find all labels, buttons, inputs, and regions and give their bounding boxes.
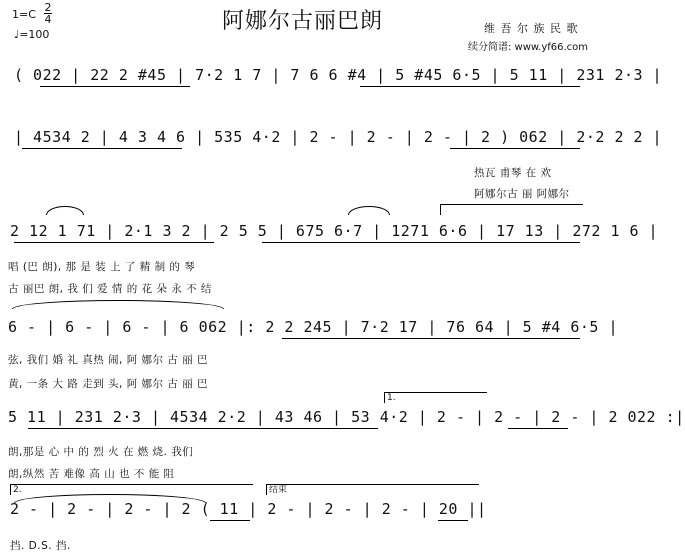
- underline: [282, 338, 580, 339]
- underline: [40, 86, 190, 87]
- volta-2: 2.: [10, 484, 253, 495]
- lyric-verse-1: 唱 (巴 朗), 那 是 装 上 了 精 制 的 琴: [8, 261, 196, 273]
- volta-1: 1.: [384, 392, 487, 403]
- underline: [14, 242, 214, 243]
- lyric-verse-2: 黄, 一条 大 路 走到 头, 阿 娜尔 古 丽 巴: [8, 378, 209, 390]
- score-line-4: 6 - | 6 - | 6 - | 6 062 |: 2 2 245 | 7·2 17 | 76 64 | 5 #4 6·5 |: [8, 318, 618, 336]
- volta-marking: [440, 204, 583, 215]
- tie: [12, 300, 224, 309]
- underline: [360, 86, 580, 87]
- underline: [210, 520, 250, 521]
- score-line-2: | 4534 2 | 4 3 4 6 | 535 4·2 | 2 - | 2 - | 2 - | 2 ) 062 | 2·2 2 2 |: [14, 128, 663, 146]
- volta-end: 结束: [266, 484, 479, 495]
- underline: [508, 428, 568, 429]
- lyric-verse-2: 阿娜尔古 丽 阿娜尔: [474, 188, 570, 200]
- song-origin: 维 吾 尔 族 民 歌: [484, 22, 579, 35]
- underline: [22, 148, 182, 149]
- lyric-verse-1: 挡. D.S. 挡.: [10, 540, 71, 552]
- underline: [438, 520, 468, 521]
- underline: [28, 428, 378, 429]
- score-line-1: ( 022 | 22 2 #45 | 7·2 1 7 | 7 6 6 #4 | 5 #45 6·5 | 5 11 | 231 2·3 |: [14, 66, 663, 84]
- lyric-verse-1: 弦, 我们 婚 礼 真热 闹, 阿 娜尔 古 丽 巴: [8, 354, 209, 366]
- score-line-3: 2 12 1 71 | 2·1 3 2 | 2 5 5 | 675 6·7 | 1271 6·6 | 17 13 | 272 1 6 |: [10, 222, 659, 240]
- tempo-marking: ♩=100: [14, 28, 50, 41]
- score-line-5: 5 11 | 231 2·3 | 4534 2·2 | 43 46 | 53 4·2 | 2 - | 2 - | 2 - | 2 022 :|: [8, 408, 685, 426]
- underline: [262, 242, 580, 243]
- score-line-6: 2 - | 2 - | 2 - | 2 ( 11 | 2 - | 2 - | 2 - | 20 ||: [10, 500, 487, 518]
- key-signature: 1=C: [12, 8, 36, 21]
- lyric-verse-2: 朗,纵然 苦 难像 高 山 也 不 能 阻: [8, 468, 175, 480]
- time-signature: 2 4: [44, 1, 52, 26]
- tie: [46, 206, 84, 215]
- lyric-verse-2: 古 丽巴 朗, 我 们 爱 情 的 花 朵 永 不 结: [8, 283, 212, 295]
- source-credit: 续分简谱: www.yf66.com: [468, 42, 589, 53]
- song-title: 阿娜尔古丽巴朗: [222, 9, 384, 34]
- lyric-verse-1: 朗,那是 心 中 的 烈 火 在 燃 烧. 我们: [8, 446, 194, 458]
- lyric-verse-1: 热瓦 甫琴 在 欢: [474, 167, 552, 179]
- tie: [348, 206, 390, 215]
- underline: [450, 148, 580, 149]
